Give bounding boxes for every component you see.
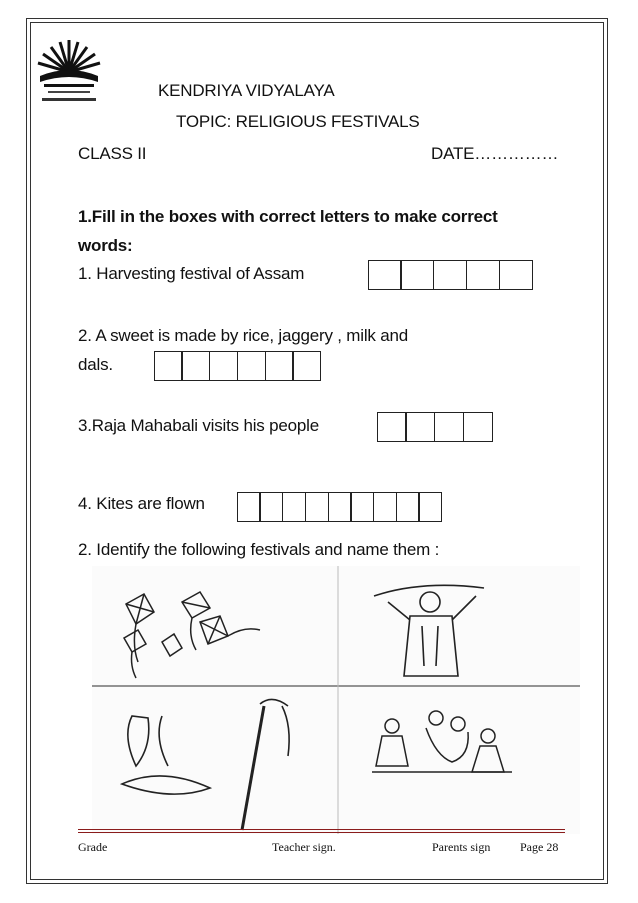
letter-box[interactable] [265, 351, 294, 381]
footer-parents-sign: Parents sign [432, 840, 491, 854]
question-3: 3.Raja Mahabali visits his people [78, 416, 319, 435]
letter-box[interactable] [373, 492, 397, 522]
footer-grade: Grade [78, 840, 108, 854]
footer-rule [78, 832, 565, 833]
letter-box[interactable] [368, 260, 402, 290]
letter-box[interactable] [181, 351, 210, 381]
footer-teacher-sign: Teacher sign. [272, 840, 336, 854]
letter-box[interactable] [434, 412, 464, 442]
letter-box[interactable] [405, 412, 435, 442]
letter-box[interactable] [209, 351, 238, 381]
letter-box[interactable] [259, 492, 283, 522]
answer-boxes-4[interactable] [238, 492, 442, 522]
class-label: CLASS II [78, 144, 147, 163]
question-1: 1. Harvesting festival of Assam [78, 264, 305, 283]
letter-box[interactable] [305, 492, 329, 522]
letter-box[interactable] [154, 351, 183, 381]
school-name: KENDRIYA VIDYALAYA [158, 81, 335, 100]
festival-illustrations [92, 566, 580, 834]
letter-box[interactable] [466, 260, 500, 290]
letter-box[interactable] [377, 412, 407, 442]
school-logo [34, 32, 104, 110]
section2-heading: 2. Identify the following festivals and name them : [78, 540, 440, 559]
question-4: 4. Kites are flown [78, 494, 205, 513]
letter-box[interactable] [418, 492, 442, 522]
letter-box[interactable] [282, 492, 306, 522]
letter-box[interactable] [350, 492, 374, 522]
letter-box[interactable] [396, 492, 420, 522]
letter-box[interactable] [237, 492, 261, 522]
letter-box[interactable] [237, 351, 266, 381]
answer-boxes-2[interactable] [155, 351, 321, 381]
topic-title: TOPIC: RELIGIOUS FESTIVALS [176, 112, 420, 131]
footer-page-number: Page 28 [520, 840, 559, 854]
letter-box[interactable] [292, 351, 321, 381]
letter-box[interactable] [433, 260, 467, 290]
section1-heading: 1.Fill in the boxes with correct letters to make correct [78, 207, 498, 226]
question-2: 2. A sweet is made by rice, jaggery , milk and [78, 326, 409, 345]
answer-boxes-1[interactable] [369, 260, 533, 290]
question-2-cont: dals. [78, 355, 113, 374]
answer-boxes-3[interactable] [378, 412, 493, 442]
footer-rule [78, 829, 565, 830]
letter-box[interactable] [400, 260, 434, 290]
letter-box[interactable] [328, 492, 352, 522]
section1-heading-cont: words: [78, 236, 133, 255]
date-field: DATE…………… [431, 144, 559, 163]
letter-box[interactable] [499, 260, 533, 290]
letter-box[interactable] [463, 412, 493, 442]
